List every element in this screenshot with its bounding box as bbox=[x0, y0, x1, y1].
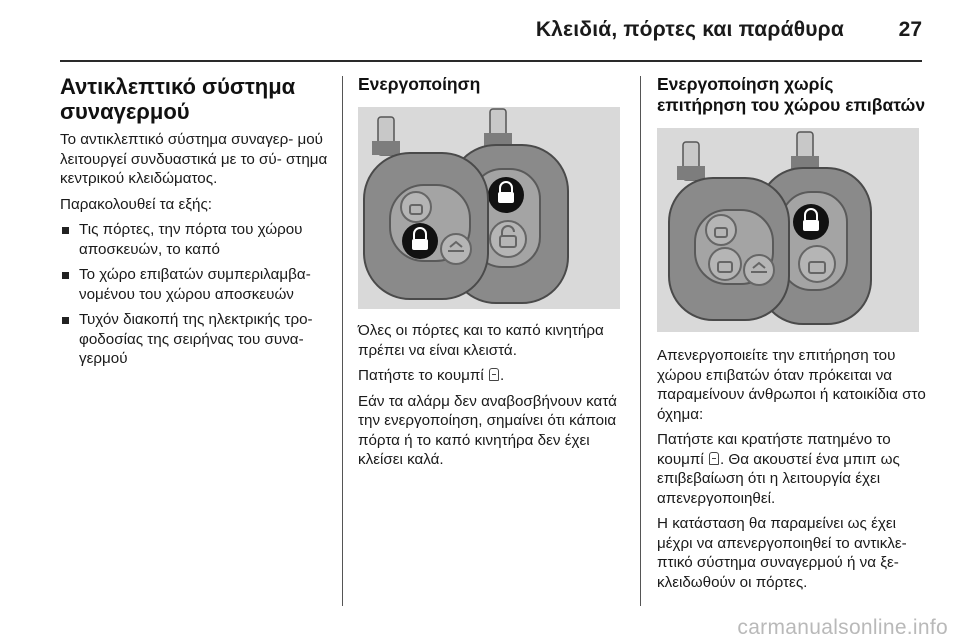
lock-button-icon bbox=[709, 452, 719, 465]
antitheft-intro: Το αντικλεπτικό σύστημα συναγερ- μού λειτουργεί συνδυαστικά με το σύ- στημα κεντρικού κλειδώματος. bbox=[60, 131, 328, 187]
monitored-list bbox=[60, 220, 332, 369]
no-interior-para-2: Πατήστε και κρατήστε πατημένο το κουμπί . Θα ακουστεί ένα μπιπ ως επιβεβαίωση ότι η λειτουργία έχει απενεργοποιηθεί. bbox=[657, 431, 900, 507]
section-heading-antitheft: Αντικλεπτικό σύστημα συναγερμού bbox=[60, 74, 296, 124]
activation-para-3: Εάν τα αλάρμ δεν αναβοσβήνουν κατά την ενεργοποίηση, σημαίνει ότι κάποια πόρτα ή το καπό κινητήρα δεν έχει κλείσει καλά. bbox=[358, 392, 617, 468]
list-item: Το χώρο επιβατών συμπεριλαμβα- νομένου του χώρου αποσκευών bbox=[60, 265, 332, 304]
section-heading-no-interior: Ενεργοποίηση χωρίς επιτήρηση του χώρου επιβατών bbox=[657, 74, 926, 115]
chapter-title: Κλειδιά, πόρτες και παράθυρα bbox=[535, 18, 844, 41]
section-heading-activation: Ενεργοποίηση bbox=[358, 74, 481, 94]
column-antitheft bbox=[60, 74, 332, 375]
key-fob-illustration bbox=[358, 107, 620, 309]
header-rule bbox=[60, 60, 922, 62]
bullet-icon bbox=[62, 227, 69, 234]
key-fob-illustration-2 bbox=[657, 128, 919, 332]
column-divider-right bbox=[640, 76, 641, 606]
no-interior-para-3: Η κατάσταση θα παραμείνει ως έχει μέχρι να απενεργοποιηθεί το αντικλε- πτικό σύστημα συναγερμού ή να ξε- κλειδωθούν οι πόρτες. bbox=[657, 515, 907, 591]
no-interior-para-1: Απενεργοποιείτε την επιτήρηση του χώρου επιβατών όταν πρόκειται να παραμείνουν άνθρωποι ή κατοικίδια στο όχημα: bbox=[657, 347, 926, 423]
bullet-icon bbox=[62, 272, 69, 279]
lock-button-icon bbox=[489, 368, 499, 381]
list-item: Τις πόρτες, την πόρτα του χώρου αποσκευών, το καπό bbox=[60, 220, 332, 259]
activation-para-2: Πατήστε το κουμπί . bbox=[358, 367, 505, 384]
key-fob-icon bbox=[657, 128, 919, 332]
page-number: 27 bbox=[898, 18, 922, 41]
bullet-icon bbox=[62, 317, 69, 324]
key-fob-icon bbox=[358, 107, 620, 309]
column-activation bbox=[358, 74, 626, 476]
activation-para-1: Όλες οι πόρτες και το καπό κινητήρα πρέπει να είναι κλειστά. bbox=[358, 322, 604, 359]
column-activation-no-interior bbox=[657, 74, 927, 598]
antitheft-lead: Παρακολουθεί τα εξής: bbox=[60, 195, 213, 213]
column-divider-left bbox=[342, 76, 343, 606]
page-header bbox=[60, 14, 922, 50]
list-item: Τυχόν διακοπή της ηλεκτρικής τρο- φοδοσίας της σειρήνας του συνα- γερμού bbox=[60, 310, 332, 369]
watermark: carmanualsonline.info bbox=[737, 616, 948, 639]
